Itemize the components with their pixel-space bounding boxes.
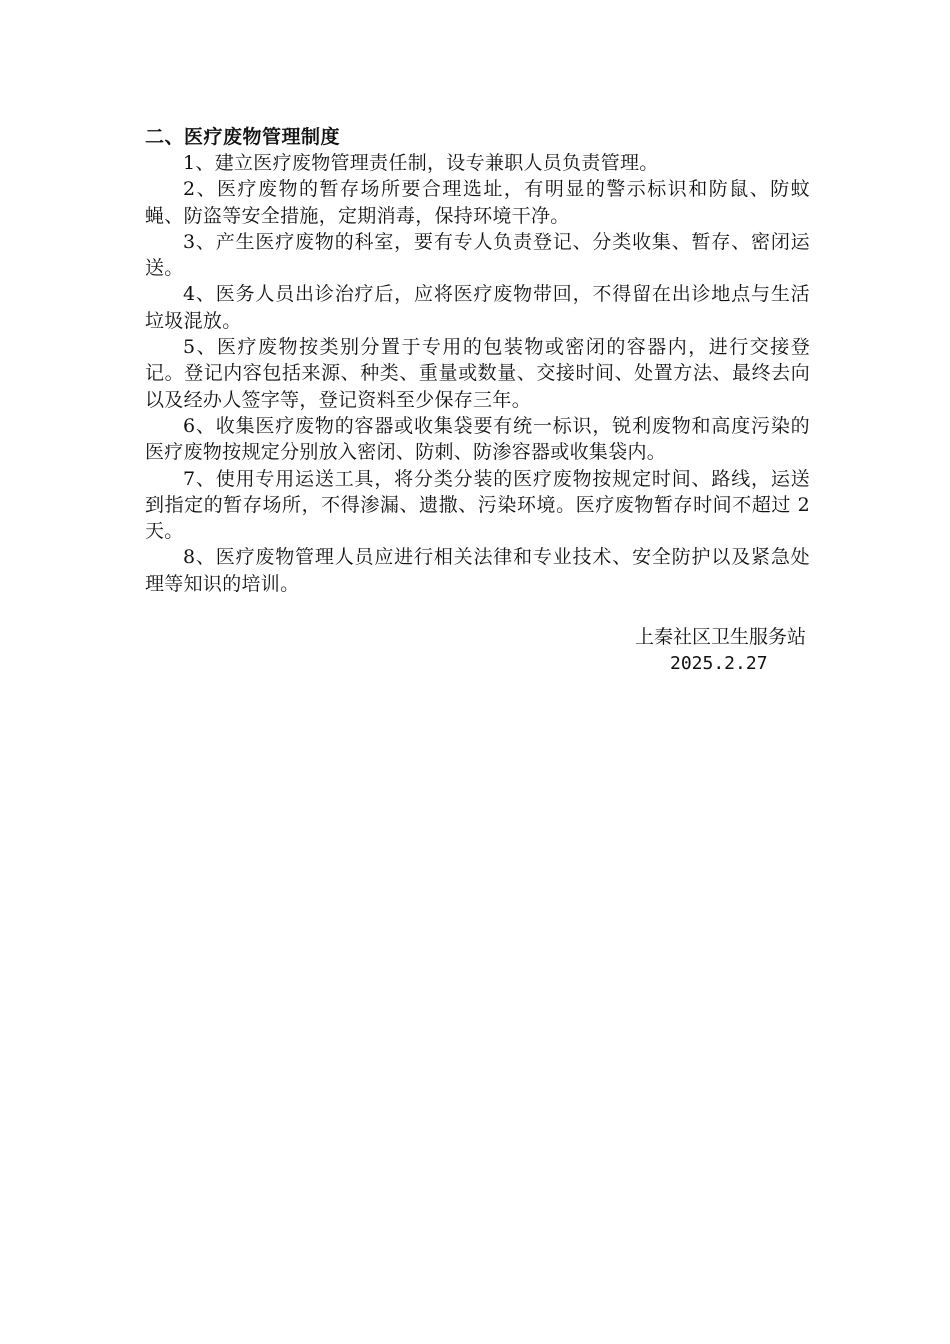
document-body <box>145 124 810 674</box>
paragraph-1: 1、建立医疗废物管理责任制，设专兼职人员负责管理。 <box>183 152 659 174</box>
paragraph-8: 8、医疗废物管理人员应进行相关法律和专业技术、安全防护以及紧急处理等知识的培训。 <box>145 546 810 595</box>
paragraph-3: 3、产生医疗废物的科室，要有专人负责登记、分类收集、暂存、密闭运送。 <box>145 230 810 280</box>
paragraph-7: 7、使用专用运送工具，将分类分装的医疗废物按规定时间、路线，运送到指定的暂存场所，不得渗漏、遗撒、污染环境。医疗废物暂存时间不超过 2 天。 <box>145 467 810 543</box>
paragraph-6: 6、收集医疗废物的容器或收集袋要有统一标识，锐利废物和高度污染的医疗废物按规定分别放入密闭、防刺、防渗容器或收集袋内。 <box>145 414 810 464</box>
signature-organization: 上秦社区卫生服务站 <box>634 626 806 648</box>
signature-date: 2025.2.27 <box>670 653 768 674</box>
paragraph-4: 4、医务人员出诊治疗后，应将医疗废物带回，不得留在出诊地点与生活垃圾混放。 <box>145 283 810 332</box>
section-heading: 二、医疗废物管理制度 <box>145 126 341 148</box>
paragraph-2: 2、医疗废物的暂存场所要合理选址，有明显的警示标识和防鼠、防蚊蝇、防盗等安全措施，定期消毒，保持环境干净。 <box>145 178 810 227</box>
paragraph-5: 5、医疗废物按类别分置于专用的包装物或密闭的容器内，进行交接登记。登记内容包括来源、种类、重量或数量、交接时间、处置方法、最终去向以及经办人签字等，登记资料至少保存三年。 <box>145 336 810 411</box>
